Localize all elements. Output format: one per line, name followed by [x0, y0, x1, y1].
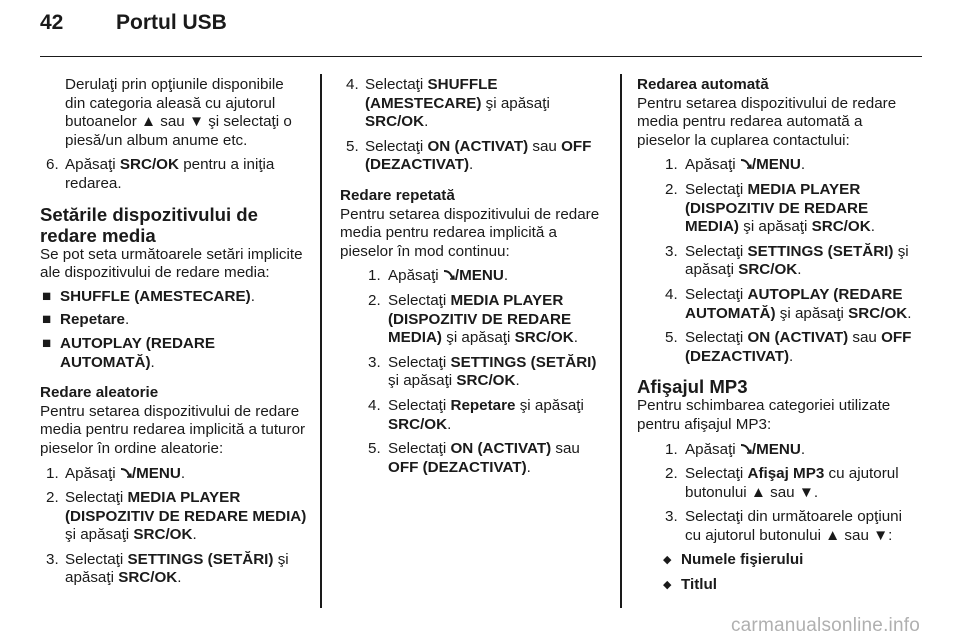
step-text: Selectaţi: [365, 137, 428, 155]
step-number: 5.: [665, 329, 678, 347]
section-heading: Setările dispozitivului de redare media: [40, 203, 259, 246]
key-label: SRC/OK: [811, 218, 871, 236]
step-4: [340, 76, 608, 132]
step-text: şi apăsaţi: [515, 396, 584, 414]
step-text: .: [177, 569, 182, 587]
square-bullet-icon: ■: [42, 287, 52, 305]
menu-label: SETTINGS (SETĂRI): [450, 353, 597, 371]
step-text: Selectaţi: [685, 285, 748, 303]
option-label: ON (ACTIVAT): [450, 440, 552, 458]
diamond-item: [637, 551, 919, 570]
subheading: Redare repetată: [340, 186, 455, 204]
key-label: SRC/OK: [848, 304, 908, 322]
step-number: 2.: [665, 180, 678, 198]
page-title: Portul USB: [116, 11, 227, 34]
step-text: Apăsaţi: [65, 156, 120, 174]
step-text: .: [800, 156, 806, 174]
key-label: SRC/OK: [118, 569, 178, 587]
paragraph: Pentru setarea dispozitivului de redare media pentru redarea implicită a pieselor în mod continuu:: [340, 205, 600, 260]
step-text: Apăsaţi: [65, 464, 120, 482]
paragraph: Pentru schimbarea categoriei utilizate pentru afişajul MP3:: [637, 397, 891, 433]
step-text: şi apăsaţi: [739, 218, 812, 236]
step-text: Selectaţi din următoarele opţiuni cu ajutorul butonului ▲ sau ▼:: [685, 508, 902, 544]
square-bullet-icon: ■: [42, 334, 52, 352]
step-number: 6.: [46, 156, 59, 174]
step-text: .: [907, 304, 912, 322]
step-text: pentru a iniţia redarea.: [65, 156, 275, 192]
step-text: Apăsaţi: [685, 156, 740, 174]
step-text: Selectaţi: [685, 180, 748, 198]
option-label: OFF (DEZACTIVAT): [388, 458, 527, 476]
step-text: .: [515, 372, 520, 390]
step-3: [40, 551, 308, 588]
step-3: [340, 354, 608, 391]
step-text: Apăsaţi: [685, 440, 740, 458]
step-5: [340, 440, 608, 477]
key-label: /MENU: [131, 464, 181, 482]
menu-label: MEDIA PLAYER (DISPOZITIV DE REDARE MEDIA): [388, 291, 572, 347]
step-6: [40, 156, 308, 193]
step-3: [637, 243, 919, 280]
step-text: .: [526, 458, 531, 476]
paragraph: Pentru setarea dispozitivului de redare media pentru redarea implicită a tuturor pieselor în ordine aleatorie:: [40, 402, 306, 457]
bullet-text: SHUFFLE (AMESTECARE): [60, 287, 251, 305]
step-text: .: [800, 440, 806, 458]
subheading: Redarea automată: [637, 76, 769, 93]
page-header: [40, 11, 227, 50]
step-number: 4.: [346, 76, 359, 93]
bullet-text: Repetare: [60, 311, 125, 329]
step-number: 2.: [368, 291, 381, 309]
step-text: Selectaţi: [388, 396, 451, 414]
back-arrow-key-icon: [120, 467, 132, 479]
bullet-item: [40, 335, 308, 372]
step-text: Selectaţi: [388, 353, 451, 371]
key-label: /MENU: [454, 267, 504, 285]
step-number: 2.: [46, 489, 59, 507]
column-divider-2: [620, 74, 622, 608]
step-number: 4.: [665, 285, 678, 303]
key-label: SRC/OK: [738, 261, 798, 279]
step-text: .: [424, 113, 429, 131]
step-1: [340, 267, 608, 286]
column-3: [637, 76, 919, 595]
step-text: şi apăsaţi: [388, 372, 457, 390]
step-2: [340, 292, 608, 348]
diamond-item: [637, 576, 919, 595]
punctuation: .: [250, 287, 255, 305]
step-number: 3.: [665, 242, 678, 260]
key-label: /MENU: [751, 156, 801, 174]
step-1: [637, 441, 919, 460]
step-5: [340, 138, 608, 175]
option-label: ON (ACTIVAT): [747, 329, 849, 347]
step-text: şi apăsaţi: [685, 242, 909, 279]
menu-label: Afişaj MP3: [747, 465, 825, 483]
key-label: SRC/OK: [119, 156, 179, 174]
step-4: [340, 397, 608, 434]
step-text: şi apăsaţi: [65, 550, 289, 587]
step-number: 5.: [346, 137, 359, 155]
step-2: [637, 181, 919, 237]
step-number: 1.: [665, 440, 678, 458]
step-text: .: [447, 415, 452, 433]
page-number: 42: [40, 11, 64, 34]
menu-label: AUTOPLAY (REDARE AUTOMATĂ): [685, 285, 903, 322]
step-text: Selectaţi: [388, 440, 451, 458]
diamond-bullet-icon: ◆: [663, 554, 672, 567]
step-text: Selectaţi: [365, 76, 428, 93]
step-2: [40, 489, 308, 545]
step-number: 5.: [368, 440, 381, 458]
intro-paragraph: Se pot seta următoarele setări implicite ale dispozitivului de redare media:: [40, 245, 303, 282]
punctuation: .: [125, 311, 130, 329]
subheading: Redare aleatorie: [40, 384, 159, 402]
option-label: OFF (DEZACTIVAT): [685, 329, 912, 365]
step-text: şi apăsaţi: [65, 526, 134, 544]
step-1: [40, 465, 308, 484]
step-number: 3.: [46, 550, 59, 568]
square-bullet-icon: ■: [42, 311, 52, 329]
menu-label: SETTINGS (SETĂRI): [747, 242, 894, 260]
step-number: 4.: [368, 396, 381, 414]
step-text: .: [192, 526, 197, 544]
step-text: Selectaţi: [685, 465, 748, 483]
key-label: SRC/OK: [365, 113, 425, 131]
key-label: SRC/OK: [388, 415, 448, 433]
step-text: sau: [528, 137, 562, 155]
bullet-text: AUTOPLAY (REDARE AUTOMATĂ): [60, 334, 215, 371]
option-text: Titlul: [681, 576, 717, 594]
step-number: 3.: [368, 353, 381, 371]
step-text: şi apăsaţi: [481, 94, 550, 112]
section-heading: Afişajul MP3: [637, 376, 748, 398]
step-text: Selectaţi: [65, 489, 128, 507]
step-number: 1.: [368, 267, 381, 285]
menu-label: Repetare: [450, 396, 516, 414]
punctuation: .: [150, 353, 155, 371]
watermark: carmanualsonline.info: [730, 615, 920, 637]
step-text: cu ajutorul butonului ▲ sau ▼.: [685, 465, 899, 501]
continued-paragraph: Derulaţi prin opţiunile disponibile din categoria aleasă cu ajutorul butoanelor ▲ sau ▼ şi selectaţi o piesă/un album anume etc.: [65, 76, 292, 149]
step-text: sau: [551, 440, 580, 458]
step-5: [637, 329, 919, 366]
column-divider-1: [320, 74, 322, 608]
key-label: SRC/OK: [133, 526, 193, 544]
column-1: [40, 76, 308, 588]
step-3: [637, 508, 919, 545]
step-number: 1.: [665, 156, 678, 174]
step-text: şi apăsaţi: [775, 304, 849, 322]
menu-label: MEDIA PLAYER (DISPOZITIV DE REDARE MEDIA): [685, 180, 869, 236]
option-label: OFF (DEZACTIVAT): [365, 137, 592, 174]
step-text: Selectaţi: [685, 329, 748, 347]
step-text: Selectaţi: [685, 242, 748, 260]
key-label: SRC/OK: [456, 372, 516, 390]
option-label: ON (ACTIVAT): [427, 137, 529, 155]
step-text: Selectaţi: [65, 550, 128, 568]
back-arrow-key-icon: [740, 158, 752, 170]
step-text: Apăsaţi: [388, 267, 443, 285]
step-text: .: [789, 347, 794, 365]
step-text: .: [870, 218, 875, 236]
step-text: .: [503, 267, 509, 285]
step-text: .: [469, 156, 474, 174]
step-number: 1.: [46, 464, 59, 482]
step-text: .: [180, 464, 186, 482]
key-label: /MENU: [751, 440, 801, 458]
step-1: [637, 156, 919, 175]
key-label: SRC/OK: [514, 329, 574, 347]
option-text: Numele fişierului: [681, 551, 804, 569]
diamond-bullet-icon: ◆: [663, 579, 672, 592]
bullet-item: [40, 288, 308, 307]
step-text: Selectaţi: [388, 291, 451, 309]
step-text: .: [573, 329, 578, 347]
step-2: [637, 465, 919, 502]
step-number: 2.: [665, 465, 678, 483]
step-text: .: [797, 261, 802, 279]
column-2: [340, 76, 608, 477]
step-text: sau: [848, 329, 882, 347]
menu-label: MEDIA PLAYER (DISPOZITIV DE REDARE MEDIA): [65, 489, 307, 525]
step-text: şi apăsaţi: [442, 329, 515, 347]
back-arrow-key-icon: [740, 443, 752, 455]
step-4: [637, 286, 919, 323]
header-rule: [40, 56, 922, 57]
bullet-item: [40, 311, 308, 330]
back-arrow-key-icon: [443, 269, 455, 281]
menu-label: SHUFFLE (AMESTECARE): [365, 76, 498, 112]
menu-label: SETTINGS (SETĂRI): [127, 550, 274, 568]
step-number: 3.: [665, 508, 678, 526]
paragraph: Pentru setarea dispozitivului de redare media pentru redarea automată a pieselor la cuplarea contactului:: [637, 94, 897, 149]
